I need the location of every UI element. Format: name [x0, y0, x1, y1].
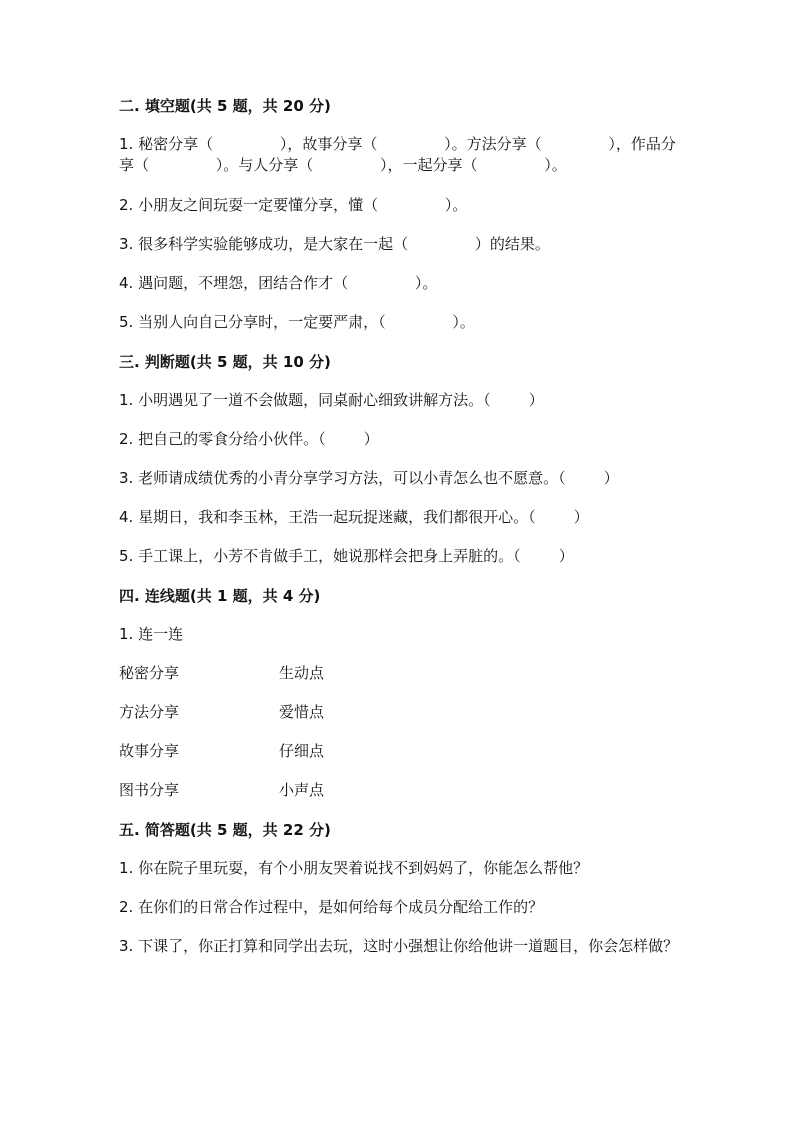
question-fill-3: 3. 很多科学实验能够成功，是大家在一起（ ）的结果。: [119, 235, 550, 253]
question-tf-4: 4. 星期日，我和李玉林，王浩一起玩捉迷藏，我们都很开心。（ ）: [119, 508, 589, 526]
match-right-item: 仔细点: [279, 742, 325, 760]
question-fill-4: 4. 遇问题，不埋怨，团结合作才（ ）。: [119, 274, 438, 292]
match-row: [119, 663, 679, 683]
question-tf-1: 1. 小明遇见了一道不会做题，同桌耐心细致讲解方法。（ ）: [119, 391, 544, 409]
match-row: [119, 780, 679, 800]
question-fill-1: 1. 秘密分享（ ），故事分享（ ）。方法分享（ ），作品分享（ ）。与人分享（ ），一起分享（ ）。: [119, 135, 676, 174]
match-right-item: 爱惜点: [279, 703, 325, 721]
document-content: [119, 95, 679, 976]
question-short-3: 3. 下课了，你正打算和同学出去玩，这时小强想让你给他讲一道题目，你会怎样做？: [119, 937, 679, 955]
match-left-item: 图书分享: [119, 781, 180, 799]
question-fill-5: 5. 当别人向自己分享时，一定要严肃，（ ）。: [119, 313, 475, 331]
question-fill-2: 2. 小朋友之间玩耍一定要懂分享，懂（ ）。: [119, 196, 468, 214]
question-short-1: 1. 你在院子里玩耍，有个小朋友哭着说找不到妈妈了，你能怎么帮他？: [119, 859, 589, 877]
question-tf-3: 3. 老师请成绩优秀的小青分享学习方法，可以小青怎么也不愿意。（ ）: [119, 469, 619, 487]
question-tf-5: 5. 手工课上，小芳不肯做手工，她说那样会把身上弄脏的。（ ）: [119, 547, 574, 565]
match-right-item: 生动点: [279, 664, 325, 682]
section-title-true-false: 三. 判断题(共 5 题，共 10 分): [119, 353, 331, 371]
question-tf-2: 2. 把自己的零食分给小伙伴。（ ）: [119, 430, 379, 448]
match-row: [119, 702, 679, 722]
match-left-item: 故事分享: [119, 742, 180, 760]
section-title-short-answer: 五. 简答题(共 5 题，共 22 分): [119, 821, 331, 839]
match-right-item: 小声点: [279, 781, 325, 799]
question-short-2: 2. 在你们的日常合作过程中，是如何给每个成员分配给工作的？: [119, 898, 544, 916]
question-matching-1: 1. 连一连: [119, 625, 184, 643]
match-row: [119, 741, 679, 761]
match-left-item: 方法分享: [119, 703, 180, 721]
section-title-fill-blank: 二. 填空题(共 5 题，共 20 分): [119, 97, 331, 115]
section-title-matching: 四. 连线题(共 1 题，共 4 分): [119, 587, 321, 605]
match-left-item: 秘密分享: [119, 664, 180, 682]
